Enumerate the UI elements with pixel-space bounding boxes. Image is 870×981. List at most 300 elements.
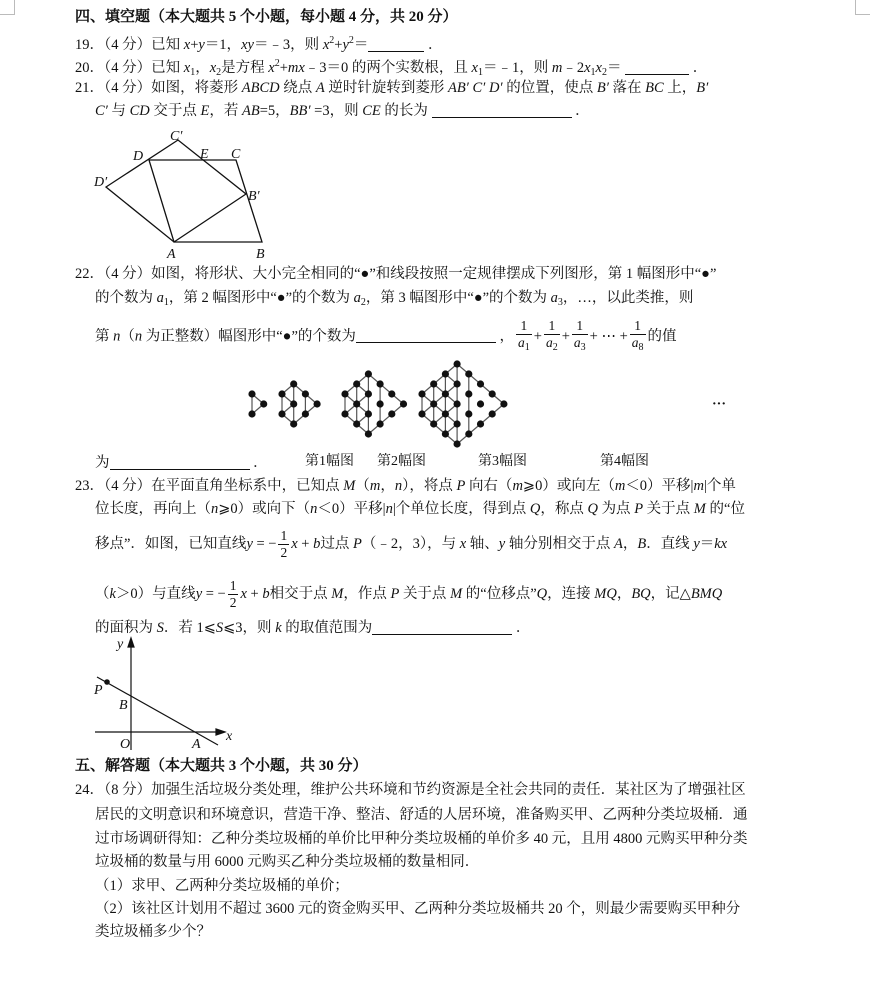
dot (454, 420, 461, 427)
text-segment: ． (424, 37, 443, 53)
q24-line-2 (95, 806, 748, 824)
text-segment: ，称点 (540, 501, 588, 517)
text-segment: 上， (663, 80, 697, 96)
text-segment: ． (571, 103, 590, 119)
math-variable: n (385, 501, 393, 517)
math-variable: y (246, 535, 253, 552)
math-variable: M (450, 585, 463, 602)
dot (248, 390, 255, 397)
math-variable: b (313, 535, 321, 552)
text-segment: 为 (95, 455, 110, 471)
text-segment: ， (616, 585, 632, 602)
dot-figure-1 (248, 390, 267, 417)
fraction-numerator: 1 (548, 318, 556, 333)
text-segment: 过点 (320, 535, 353, 552)
text-segment: ，第 3 幅图形中“●”的个数为 (365, 290, 551, 306)
text-segment: （2）该社区计划用不超过 3600 元的资金购买甲、乙两种分类垃圾桶共 20 个，则最少需要购买甲种分 (95, 901, 741, 917)
dot (377, 400, 384, 407)
text-segment: 逆时针旋转到菱形 (324, 80, 448, 96)
text-segment: 为点 (597, 501, 635, 517)
rhombus-abcd (149, 160, 262, 242)
line-pab (97, 677, 218, 745)
text-segment: （ (120, 328, 135, 345)
denominator-subscript: 2 (552, 342, 558, 353)
q22-line-3 (95, 318, 677, 356)
text-segment: + ⋯ + (589, 328, 628, 345)
text-segment: ＝ (699, 535, 715, 552)
dot (454, 440, 461, 447)
axis-label-b: B (119, 698, 128, 713)
math-variable: x (183, 37, 191, 53)
denominator-subscript: 1 (524, 342, 530, 353)
q24-part-2 (95, 900, 740, 918)
dot (418, 410, 425, 417)
text-segment: 23．（4 分）在平面直角坐标系中，已知点 (75, 478, 344, 494)
q24-line-4 (95, 853, 479, 871)
text-segment: 的长为 (380, 103, 432, 119)
text-segment: + (533, 328, 542, 345)
math-variable: CE (362, 103, 381, 119)
dot (500, 400, 507, 407)
text-segment: 位长度，再向上（ (95, 501, 211, 517)
dot (290, 380, 297, 387)
text-segment: ⩾0）或向下（ (218, 501, 311, 517)
dot (290, 420, 297, 427)
dot (353, 380, 360, 387)
text-segment: ＜0）平移| (317, 501, 386, 517)
q23-line-5 (95, 619, 530, 637)
math-variable: A (613, 535, 623, 552)
q23-line-3 (95, 528, 727, 561)
sup-script: 2 (329, 35, 335, 46)
dot (442, 430, 449, 437)
dot (430, 380, 437, 387)
math-variable: x (291, 535, 298, 552)
y-axis-arrow-icon (128, 638, 134, 647)
dot (377, 420, 384, 427)
text-segment: 绕点 (279, 80, 316, 96)
dot (418, 390, 425, 397)
text-segment: 是方程 (221, 60, 269, 76)
fraction-denominator (544, 334, 560, 356)
heading-section-4 (75, 8, 458, 26)
math-variable: AB′ C′ D′ (447, 80, 503, 96)
dot (341, 410, 348, 417)
caption-figure-1: 第1幅图 (305, 454, 354, 469)
q22-line-2 (95, 289, 693, 312)
text-segment: 的取值范围为 (281, 620, 373, 636)
dot-figure-2 (278, 380, 320, 427)
fraction (278, 528, 289, 561)
math-variable: x (322, 37, 330, 53)
math-variable: x (209, 60, 217, 76)
text-segment: =5， (259, 103, 290, 119)
math-variable: E (200, 103, 210, 119)
text-segment: （ (95, 585, 110, 602)
text-segment: ﹣2 (562, 60, 585, 76)
math-variable: A (315, 80, 325, 96)
dot (365, 410, 372, 417)
q20 (75, 55, 707, 82)
q23-line-1 (75, 477, 736, 495)
text-segment: ，作点 (343, 585, 391, 602)
dot-figure-4 (418, 360, 507, 447)
fraction (544, 318, 560, 356)
fraction-denominator (278, 544, 289, 561)
denominator-variable: a (545, 335, 553, 350)
math-variable: a (550, 290, 558, 306)
label-b: B (256, 247, 265, 262)
sub-script: 2 (601, 67, 607, 78)
dot (465, 390, 472, 397)
q24-part-2-cont (95, 923, 211, 941)
answer-blank[interactable] (356, 328, 496, 343)
math-variable: BB′ (289, 103, 311, 119)
math-variable: n (211, 501, 219, 517)
text-segment: 22．（4 分）如图，将形状、大小完全相同的“●”和线段按照一定规律摆成下列图形，第 1 幅图形中“●” (75, 266, 717, 282)
label-d-prime: D′ (94, 175, 108, 190)
dot (454, 400, 461, 407)
answer-blank[interactable] (432, 103, 572, 118)
text-segment: ，连接 (547, 585, 595, 602)
fraction-denominator (572, 334, 588, 356)
math-variable: xy (241, 37, 254, 53)
q24-line-1 (75, 781, 746, 799)
text-segment: ＜0）平移| (625, 478, 694, 494)
text-segment: （ (355, 478, 370, 494)
text-segment: ＝1， (204, 37, 242, 53)
math-variable: x (240, 585, 247, 602)
dot (489, 390, 496, 397)
q24-line-3 (95, 830, 748, 848)
fraction-numerator: 1 (520, 318, 528, 333)
math-variable: M (693, 501, 706, 517)
math-variable: CD (129, 103, 150, 119)
math-variable: B′ (696, 80, 709, 96)
axis-label-p: P (94, 683, 103, 698)
math-variable: m (614, 478, 626, 494)
dot (477, 420, 484, 427)
heading-section-5 (75, 757, 368, 775)
text-segment: 落在 (608, 80, 646, 96)
sub-script: 1 (590, 67, 596, 78)
denominator-variable: a (573, 335, 581, 350)
sub-script: 1 (477, 67, 483, 78)
math-variable: C′ (95, 103, 108, 119)
math-variable: n (113, 328, 121, 345)
dot (454, 380, 461, 387)
axis-label-y: y (117, 637, 124, 652)
fraction (630, 318, 646, 356)
x-axis-arrow-icon (216, 729, 225, 735)
math-variable: y (198, 37, 205, 53)
text-segment: 19．（4 分）已知 (75, 37, 184, 53)
fraction-numerator: 1 (280, 528, 288, 543)
denominator-subscript: 8 (638, 342, 644, 353)
text-segment: =3，则 (310, 103, 363, 119)
dot (477, 380, 484, 387)
label-c: C (231, 147, 241, 162)
fraction-numerator: 1 (576, 318, 584, 333)
q24-part-1 (95, 877, 349, 895)
text-segment: 轴、 (466, 535, 499, 552)
denominator-variable: 2 (280, 545, 288, 560)
ellipsis: ··· (712, 397, 727, 412)
dot (278, 390, 285, 397)
answer-blank[interactable] (110, 455, 250, 470)
dot (442, 390, 449, 397)
answer-blank[interactable] (368, 37, 424, 52)
math-variable: b (262, 585, 270, 602)
text-segment: 居民的文明意识和环境意识，营造干净、整洁、舒适的人居环境，准备购买甲、乙两种分类垃圾桶．通 (95, 807, 748, 823)
text-segment: （﹣2，3），与 (361, 535, 460, 552)
text-segment: 类垃圾桶多少个？ (95, 924, 211, 940)
text-segment: 21．（4 分）如图，将菱形 (75, 80, 242, 96)
text-segment: ），将点 (402, 478, 457, 494)
math-variable: y (498, 535, 506, 552)
denominator-variable: 2 (229, 595, 237, 610)
q22-line-1 (75, 265, 716, 283)
math-variable: m (369, 478, 381, 494)
math-variable: mx (287, 60, 305, 76)
sup-script: 2 (348, 35, 354, 46)
text-segment: + (279, 60, 288, 76)
text-segment: ， (495, 328, 515, 345)
math-variable: x (183, 60, 191, 76)
label-e: E (200, 147, 209, 162)
text-segment: 过市场调研得知：乙种分类垃圾桶的单价比甲种分类垃圾桶的单价多 40 元，且用 4800 元购买甲种分类 (95, 831, 748, 847)
math-variable: BC (645, 80, 664, 96)
dot (278, 410, 285, 417)
math-variable: B (637, 535, 647, 552)
text-segment: ⩽3，则 (223, 620, 276, 636)
text-segment: 的个数为 (95, 290, 157, 306)
math-variable: kx (714, 535, 728, 552)
text-segment: （1）求甲、乙两种分类垃圾桶的单价； (95, 878, 349, 894)
dot (377, 380, 384, 387)
fraction-denominator (516, 334, 532, 356)
denominator-variable: a (631, 335, 639, 350)
text-segment: ＝﹣3，则 (253, 37, 323, 53)
math-variable: P (352, 535, 362, 552)
text-segment: + (561, 328, 570, 345)
math-variable: ABCD (241, 80, 280, 96)
dot (430, 420, 437, 427)
math-variable: P (456, 478, 466, 494)
dot (314, 400, 321, 407)
text-segment: ＞0）与直线 (115, 585, 196, 602)
label-a: A (167, 247, 176, 262)
fraction-numerator: 1 (229, 578, 237, 593)
dot (442, 370, 449, 377)
point-p (105, 680, 109, 684)
math-variable: y (195, 585, 203, 602)
dot (365, 370, 372, 377)
text-segment: 交于点 (149, 103, 201, 119)
axis-label-x: x (226, 729, 233, 744)
caption-figure-2: 第2幅图 (377, 454, 426, 469)
text-segment: ，…，以此类推，则 (562, 290, 694, 306)
math-variable: AB (241, 103, 260, 119)
text-segment: + (246, 585, 263, 602)
math-variable: S (215, 620, 224, 636)
dot (388, 390, 395, 397)
text-segment: 垃圾桶的数量与用 6000 元购买乙种分类垃圾桶的数量相同． (95, 854, 480, 870)
fraction-denominator (228, 594, 239, 611)
text-segment: |个单 (703, 478, 736, 494)
math-variable: n (310, 501, 318, 517)
text-segment: + (334, 37, 343, 53)
math-variable: S (156, 620, 164, 636)
dot (465, 370, 472, 377)
rhombus-ab1c1d1 (106, 140, 246, 242)
text-segment: ，第 2 幅图形中“●”的个数为 (168, 290, 354, 306)
label-b-prime: B′ (248, 189, 260, 204)
math-variable: B′ (596, 80, 609, 96)
math-variable: m (693, 478, 704, 494)
text-segment: 移点”．如图，已知直线 (95, 535, 247, 552)
text-segment: 20．（4 分）已知 (75, 60, 184, 76)
text-segment: 轴分别相交于点 (505, 535, 614, 552)
text-segment: + (190, 37, 199, 53)
dot (465, 410, 472, 417)
text-segment: 关于点 (399, 585, 451, 602)
dot (353, 420, 360, 427)
text-segment: 的“位 (705, 501, 745, 517)
math-variable: BQ (631, 585, 651, 602)
math-variable: x (459, 535, 467, 552)
math-variable: n (134, 328, 143, 345)
text-segment: ， (380, 478, 395, 494)
text-segment: 的位置，使点 (502, 80, 597, 96)
text-segment: 关于点 (643, 501, 694, 517)
dot (365, 430, 372, 437)
text-segment: ⩾0）或向左（ (522, 478, 615, 494)
text-segment: 的面积为 (95, 620, 157, 636)
dot (400, 400, 407, 407)
sub-script: 2 (216, 67, 222, 78)
dot (454, 360, 461, 367)
math-variable: a (353, 290, 361, 306)
text-segment: ． (689, 60, 708, 76)
math-variable: M (331, 585, 344, 602)
text-segment: ， (622, 535, 638, 552)
math-variable: x (584, 60, 591, 76)
dot (465, 430, 472, 437)
denominator-variable: a (518, 335, 525, 350)
math-variable: y (342, 37, 349, 53)
sub-script: 2 (360, 297, 366, 308)
dot-figure-3 (341, 370, 407, 437)
text-segment: 五、解答题（本大题共 3 个小题，共 30 分） (75, 758, 368, 774)
q19 (75, 32, 443, 54)
math-variable: MQ (594, 585, 617, 602)
math-variable: a (156, 290, 164, 306)
dot (341, 390, 348, 397)
q21-line-2 (95, 102, 590, 120)
dot (290, 400, 297, 407)
dot (302, 410, 309, 417)
label-d: D (133, 149, 144, 164)
text-segment: = − (202, 585, 226, 602)
fraction-denominator (630, 334, 646, 356)
dot (260, 400, 267, 407)
text-segment: 四、填空题（本大题共 5 个小题，每小题 4 分，共 20 分） (75, 9, 458, 25)
q22-line-4 (95, 454, 268, 472)
dot (353, 400, 360, 407)
sub-script: 1 (163, 297, 169, 308)
math-variable: x (471, 60, 478, 76)
text-segment: ． (512, 620, 531, 636)
q23-line-2 (95, 500, 745, 518)
coordinate-axes-figure (95, 638, 225, 750)
math-variable: y (693, 535, 700, 552)
math-variable: k (109, 585, 116, 602)
text-segment: 相交于点 (269, 585, 332, 602)
text-segment: = − (252, 535, 277, 552)
math-variable: Q (587, 501, 598, 517)
math-variable: x (595, 60, 602, 76)
denominator-subscript: 3 (580, 342, 586, 353)
answer-blank[interactable] (625, 60, 689, 75)
math-variable: Q (536, 585, 548, 602)
dot (477, 400, 484, 407)
text-segment: ，记△ (650, 585, 691, 602)
axis-label-a: A (192, 737, 201, 752)
q23-line-4 (95, 578, 722, 611)
dot (442, 410, 449, 417)
text-segment: 的值 (647, 328, 677, 345)
q21-line-1 (75, 79, 708, 97)
text-segment: 24．（8 分）加强生活垃圾分类处理，维护公共环境和节约资源是全社会共同的责任．某社区为了增强社区 (75, 782, 746, 798)
math-variable: m (551, 60, 563, 76)
text-segment: + (297, 535, 314, 552)
dot (248, 410, 255, 417)
sub-script: 1 (190, 67, 196, 78)
sub-script: 3 (557, 297, 563, 308)
text-segment: ．若 1⩽ (163, 620, 216, 636)
text-segment: ＝ (606, 60, 626, 76)
fraction (572, 318, 588, 356)
math-variable: P (390, 585, 400, 602)
caption-figure-3: 第3幅图 (478, 454, 527, 469)
dot (302, 390, 309, 397)
math-variable: k (275, 620, 282, 636)
text-segment: ﹣3＝0 的两个实数根，且 (304, 60, 472, 76)
dot (388, 410, 395, 417)
dot (489, 410, 496, 417)
dot-pattern-figures (248, 360, 507, 447)
fraction-numerator: 1 (634, 318, 641, 333)
math-variable: BMQ (690, 585, 723, 602)
text-segment: 向右（ (465, 478, 513, 494)
text-segment: 的“位移点” (462, 585, 537, 602)
dot (365, 390, 372, 397)
text-segment: 第 (95, 328, 114, 345)
dot (430, 400, 437, 407)
text-segment: ，若 (209, 103, 242, 119)
text-segment: ， (195, 60, 210, 76)
label-c-prime: C′ (170, 129, 183, 144)
math-variable: M (343, 478, 356, 494)
answer-blank[interactable] (372, 620, 512, 635)
math-variable: Q (529, 501, 541, 517)
text-segment: ＝﹣1，则 (482, 60, 552, 76)
text-segment: 为正整数）幅图形中“●”的个数为 (142, 328, 356, 345)
text-segment: |个单位长度，得到点 (392, 501, 530, 517)
fraction (228, 578, 239, 611)
text-segment: ．直线 (646, 535, 694, 552)
